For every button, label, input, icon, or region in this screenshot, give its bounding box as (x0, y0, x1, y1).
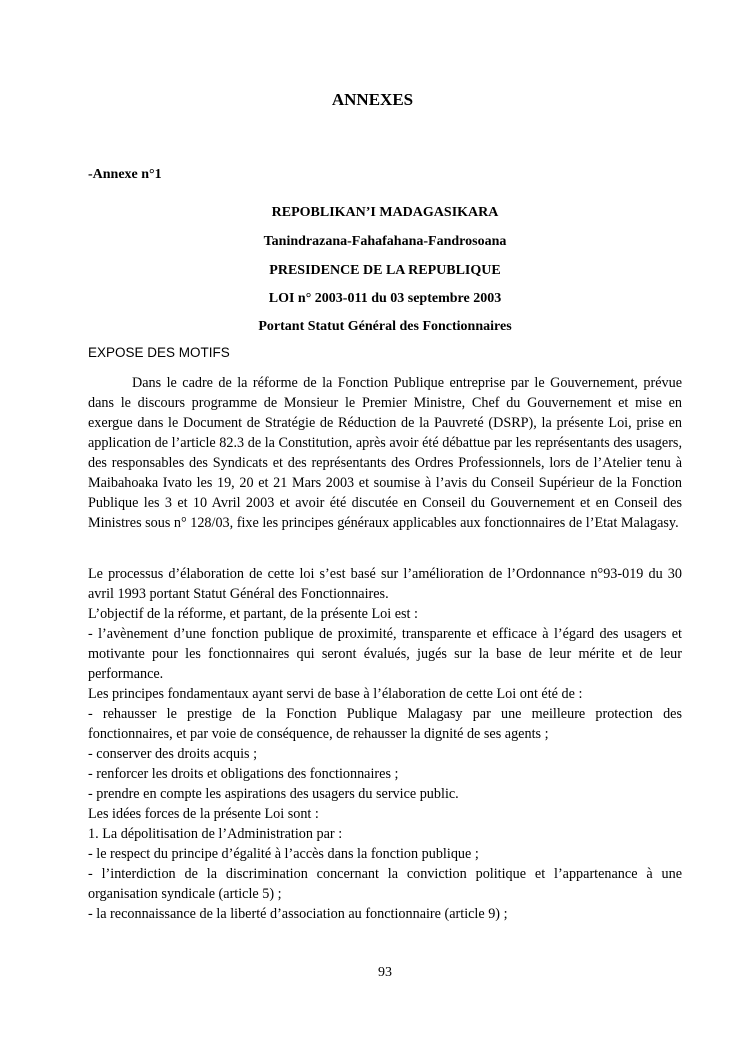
text-line: - rehausser le prestige de la Fonction Publique Malagasy par une meilleure protection des fonctionnaires, et par voie de conséquence, de rehausser la dignité de ses agents ; (88, 706, 682, 742)
body-text-block-2 (88, 564, 682, 924)
page-number: 93 (378, 965, 392, 980)
text-line: - renforcer les droits et obligations des fonctionnaires ; (88, 766, 399, 782)
text-line: - la reconnaissance de la liberté d’association au fonctionnaire (article 9) ; (88, 906, 508, 922)
body-text-block-1 (88, 373, 682, 533)
header-line-law-number: LOI n° 2003-011 du 03 septembre 2003 (268, 291, 502, 306)
text-line: Les principes fondamentaux ayant servi de base à l’élaboration de cette Loi ont été de : (88, 686, 583, 702)
text-line: - prendre en compte les aspirations des usagers du service public. (88, 786, 459, 802)
paragraph: Le processus d’élaboration de cette loi s’est basé sur l’amélioration de l’Ordonnance n°93-019 du 30 avril 1993 portant Statut Général des Fonctionnaires. (88, 566, 682, 602)
header-line-republic: REPOBLIKAN’I MADAGASIKARA (271, 205, 499, 220)
text-line: L’objectif de la réforme, et partant, de la présente Loi est : (88, 606, 418, 622)
text-line: - conserver des droits acquis ; (88, 746, 258, 762)
section-heading: EXPOSE DES MOTIFS (88, 345, 230, 360)
header-line-presidence: PRESIDENCE DE LA REPUBLIQUE (269, 263, 501, 278)
header-line-motto: Tanindrazana-Fahafahana-Fandrosoana (263, 234, 507, 249)
paragraph: Dans le cadre de la réforme de la Fonction Publique entreprise par le Gouvernement, prévue dans le discours programme de Monsieur le Premier Ministre, Chef du Gouvernement et mise en exergue dans le Document de Stratégie de Réduction de la Pauvreté (DSRP), la présente Loi, prise en application de l’article 82.3 de la Constitution, après avoir été débattue par les représentants des usagers, des responsables des Syndicats et des représentants des Ordres Professionnels, lors de l’Atelier tenu à Maibahoaka Ivato les 19, 20 et 21 Mars 2003 et soumise à l’avis du Conseil Supérieur de la Fonction Publique les 3 et 10 Avril 2003 et avoir été discutée en Conseil du Gouvernement et en Conseil des Ministres sous n° 128/03, fixe les principes généraux applicables aux fonctionnaires de l’Etat Malagasy. (88, 375, 682, 531)
page-title: ANNEXES (331, 90, 414, 109)
text-line: 1. La dépolitisation de l’Administration par : (88, 826, 343, 842)
header-line-law-title: Portant Statut Général des Fonctionnaires (258, 319, 512, 334)
annex-label: -Annexe n°1 (88, 167, 162, 182)
text-line: Les idées forces de la présente Loi sont : (88, 806, 319, 822)
text-line: - l’avènement d’une fonction publique de proximité, transparente et efficace à l’égard des usagers et motivante pour les fonctionnaires qui seront évalués, jugés sur la base de leur mérite et de leur performance. (88, 626, 682, 682)
text-line: - l’interdiction de la discrimination concernant la conviction politique et l’appartenance à une organisation syndicale (article 5) ; (88, 866, 682, 902)
text-line: - le respect du principe d’égalité à l’accès dans la fonction publique ; (88, 846, 479, 862)
